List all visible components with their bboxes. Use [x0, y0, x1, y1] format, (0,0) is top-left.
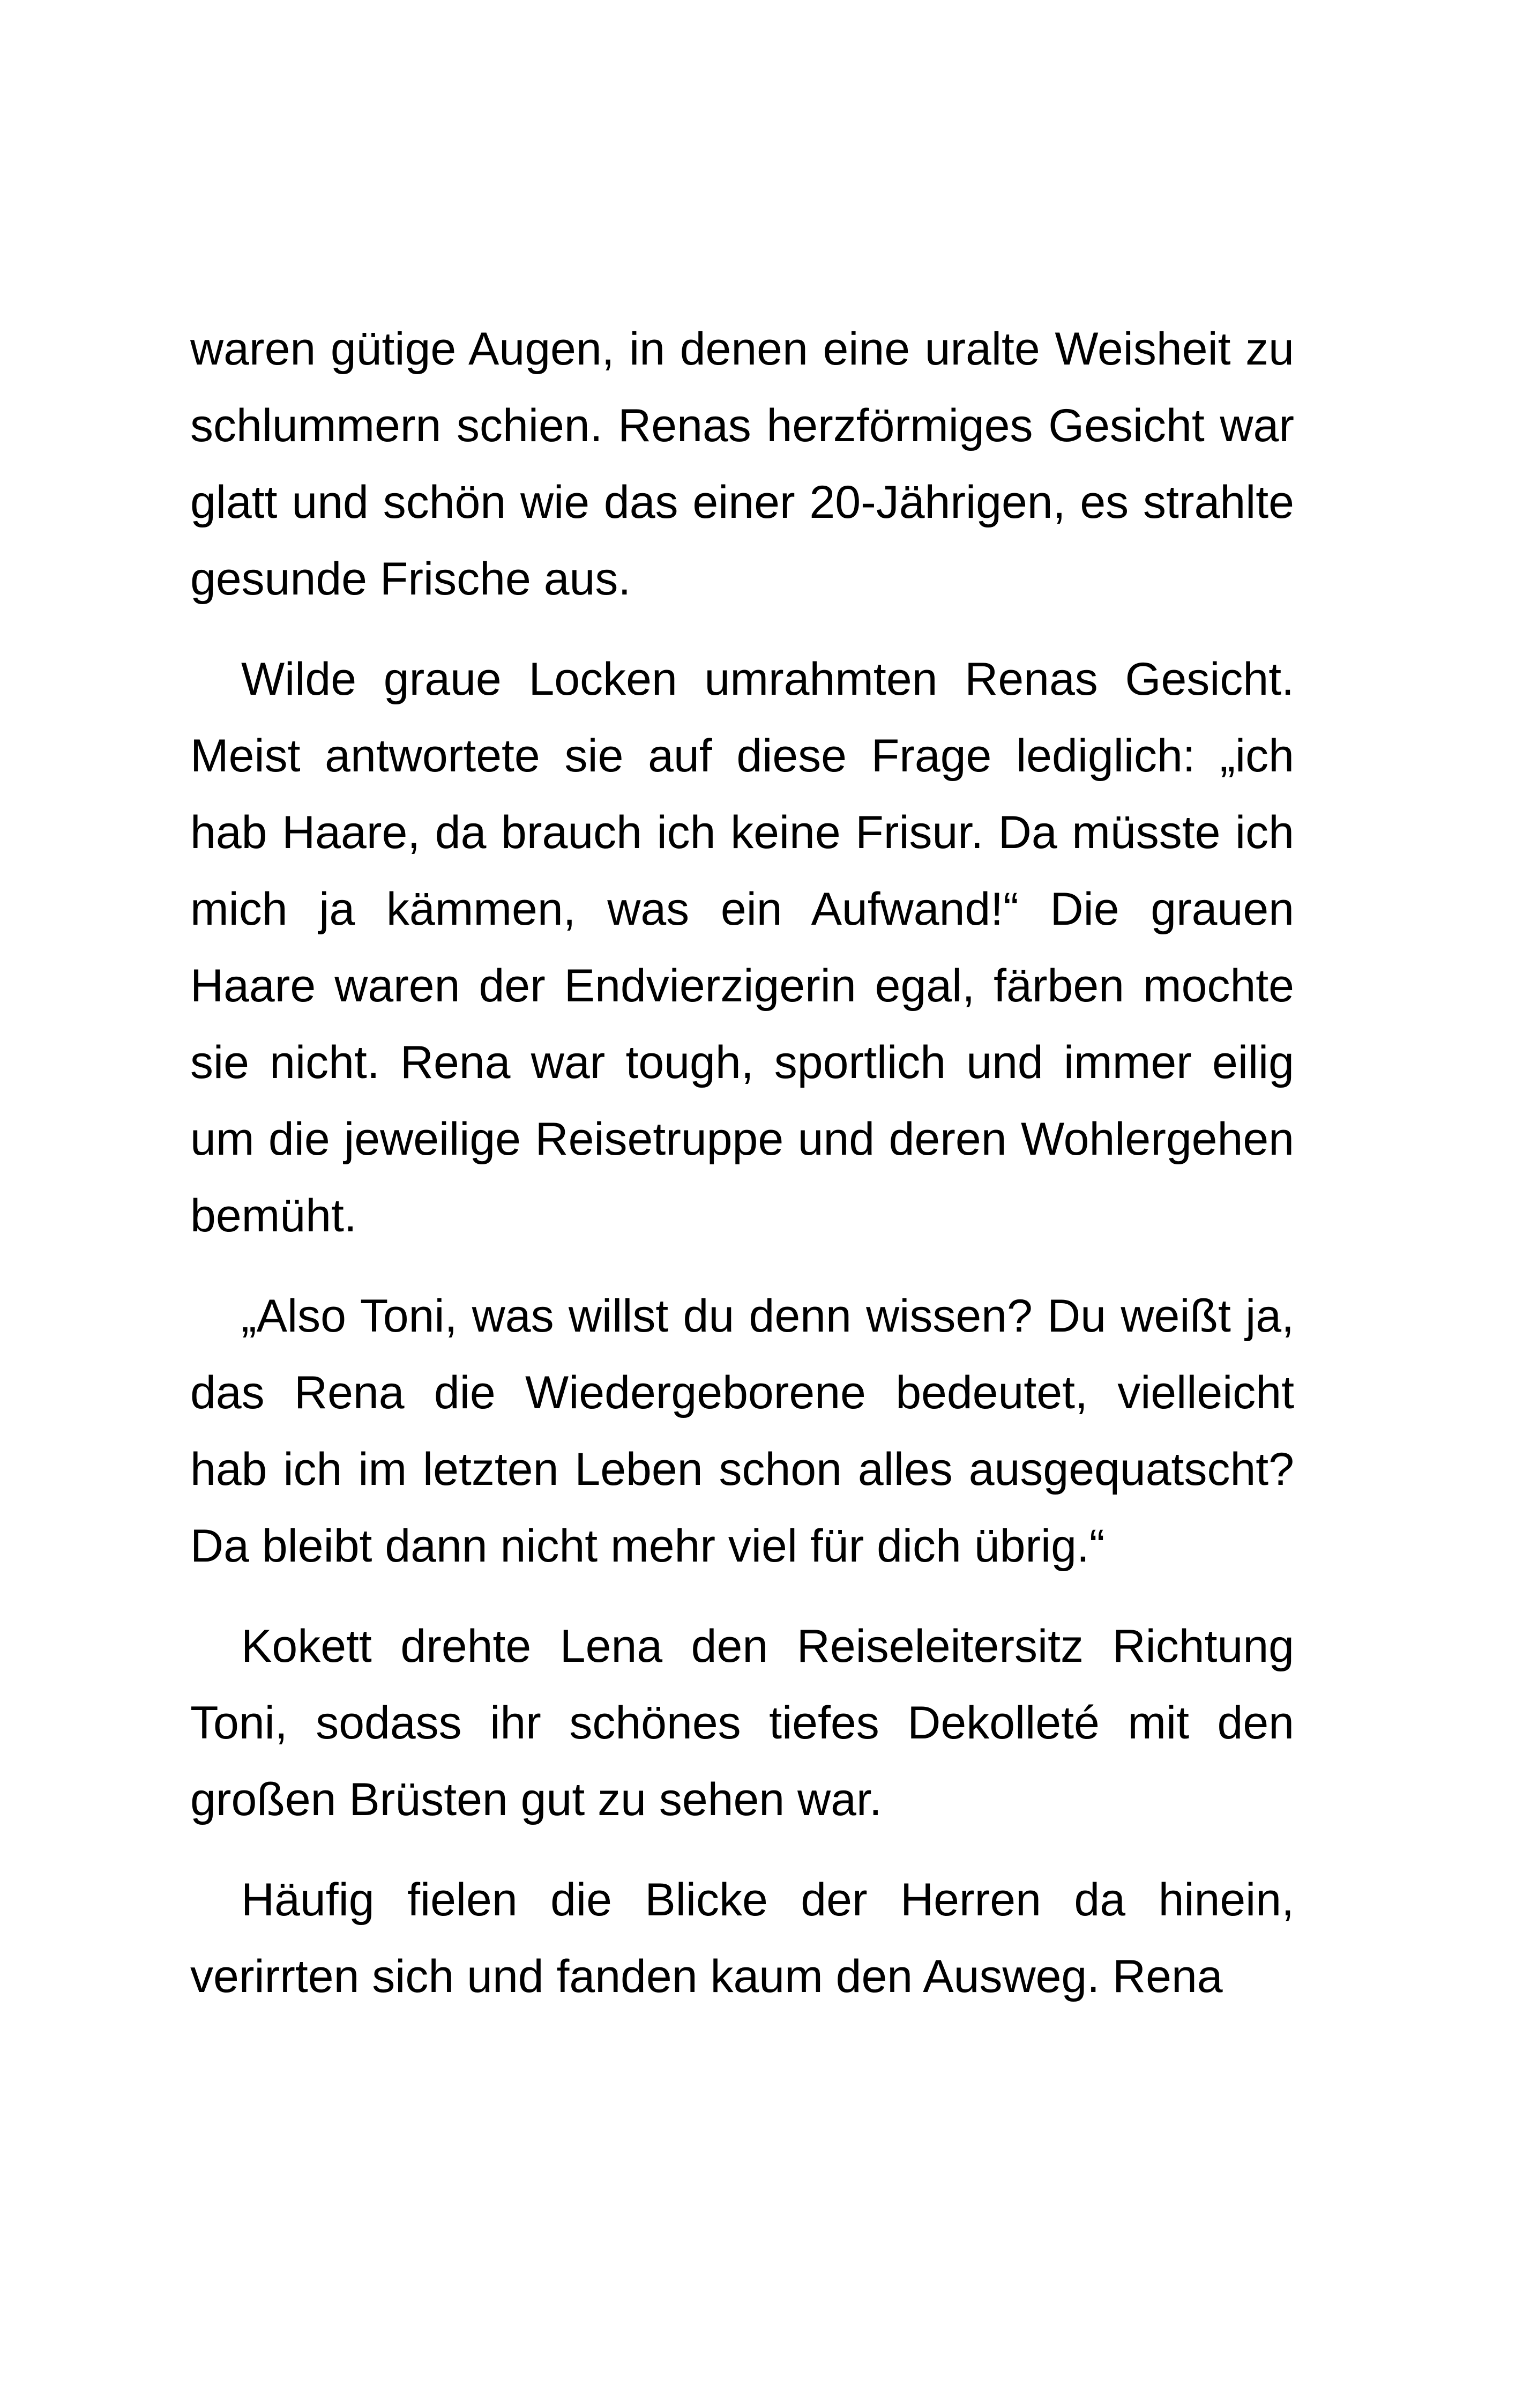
- paragraph-3: „Also Toni, was willst du denn wissen? Du weißt ja, das Rena die Wiedergeborene bedeutet, vielleicht hab ich im letzten Leben schon alles ausgequatscht? Da bleibt dann nicht mehr viel für dich übrig.“: [190, 1290, 1294, 1572]
- paragraph-4: Kokett drehte Lena den Reiseleitersitz Richtung Toni, sodass ihr schönes tiefes Dekolleté mit den großen Brüsten gut zu sehen war.: [190, 1621, 1294, 1825]
- paragraph-2: Wilde graue Locken umrahmten Renas Gesicht. Meist antwortete sie auf diese Frage lediglich: „ich hab Haare, da brauch ich keine Frisur. Da müsste ich mich ja kämmen, was ein Aufwand!“ Die grauen Haare waren der Endvierzigerin egal, färben mochte sie nicht. Rena war tough, sportlich und immer eilig um die jeweilige Reisetruppe und deren Wohlergehen bemüht.: [190, 653, 1294, 1242]
- paragraph-5: Häufig fielen die Blicke der Herren da hinein, verirrten sich und fanden kaum den Ausweg. Rena: [190, 1874, 1294, 2002]
- page-text: [190, 311, 1294, 2015]
- paragraph-1: waren gütige Augen, in denen eine uralte Weisheit zu schlummern schien. Renas herzförmiges Gesicht war glatt und schön wie das einer 20-Jährigen, es strahlte gesunde Frische aus.: [190, 323, 1294, 605]
